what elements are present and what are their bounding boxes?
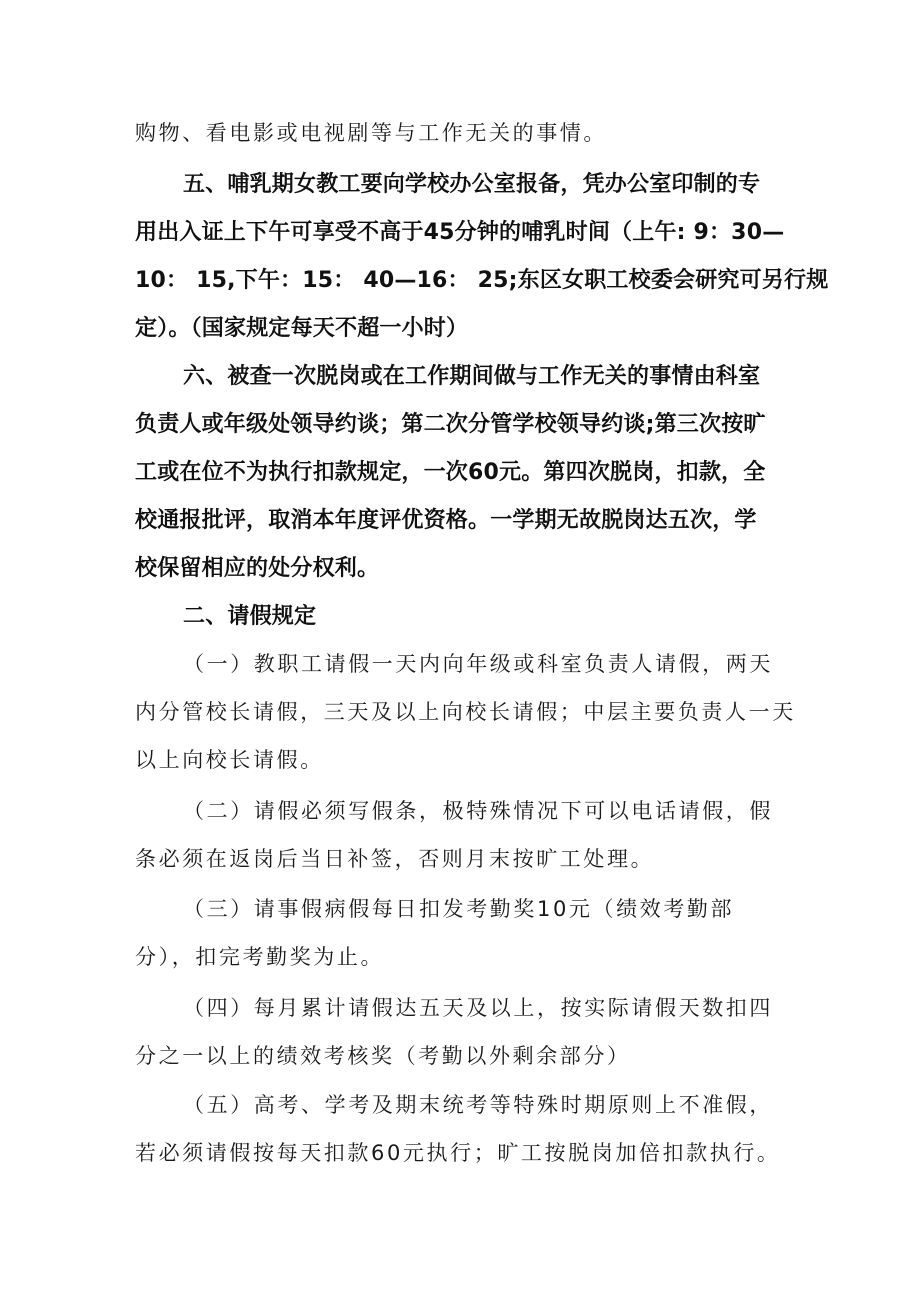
- paragraph-line: 分），扣完考勤奖为止。: [135, 945, 385, 969]
- item-one-line: （一）教职工请假一天内向年级或科室负责人请假，两天: [183, 652, 773, 676]
- section-leave-heading: 二、请假规定: [183, 604, 317, 629]
- paragraph-line: 定）。（国家规定每天不超一小时）: [135, 316, 469, 341]
- item-two-line: （二）请假必须写假条，极特殊情况下可以电话请假，假: [183, 799, 773, 823]
- paragraph-line: 10： 15,下午：15： 40—16： 25;东区女职工校委会研究可另行规: [135, 268, 829, 293]
- paragraph-line: 条必须在返岗后当日补签，否则月末按旷工处理。: [135, 847, 655, 871]
- paragraph-line: 校保留相应的处分权利。: [135, 556, 380, 581]
- paragraph-line: 负责人或年级处领导约谈；第二次分管学校领导约谈;第三次按旷: [135, 412, 766, 437]
- paragraph-line: 购物、看电影或电视剧等与工作无关的事情。: [135, 121, 607, 145]
- paragraph-line: 用出入证上下午可享受不高于45分钟的哺乳时间（上午: 9：30—: [135, 220, 785, 245]
- item-five-line: （五）高考、学考及期末统考等特殊时期原则上不准假，: [183, 1093, 773, 1117]
- paragraph-line: 校通报批评，取消本年度评优资格。一学期无故脱岗达五次，学: [135, 508, 757, 533]
- paragraph-line: 若必须请假按每天扣款60元执行；旷工按脱岗加倍扣款执行。: [135, 1141, 781, 1165]
- paragraph-line: 以上向校长请假。: [135, 748, 324, 772]
- item-three-line: （三）请事假病假每日扣发考勤奖10元（绩效考勤部: [183, 897, 735, 921]
- paragraph-line: 工或在位不为执行扣款规定，一次60元。第四次脱岗，扣款，全: [135, 460, 766, 485]
- paragraph-line: 分之一以上的绩效考核奖（考勤以外剩余部分）: [135, 1044, 631, 1068]
- item-four-line: （四）每月累计请假达五天及以上，按实际请假天数扣四: [183, 996, 773, 1020]
- section-six-heading-line: 六、被查一次脱岗或在工作期间做与工作无关的事情由科室: [183, 364, 761, 389]
- paragraph-line: 内分管校长请假，三天及以上向校长请假；中层主要负责人一天: [135, 700, 796, 724]
- section-five-heading-line: 五、哺乳期女教工要向学校办公室报备，凭办公室印制的专: [183, 172, 761, 197]
